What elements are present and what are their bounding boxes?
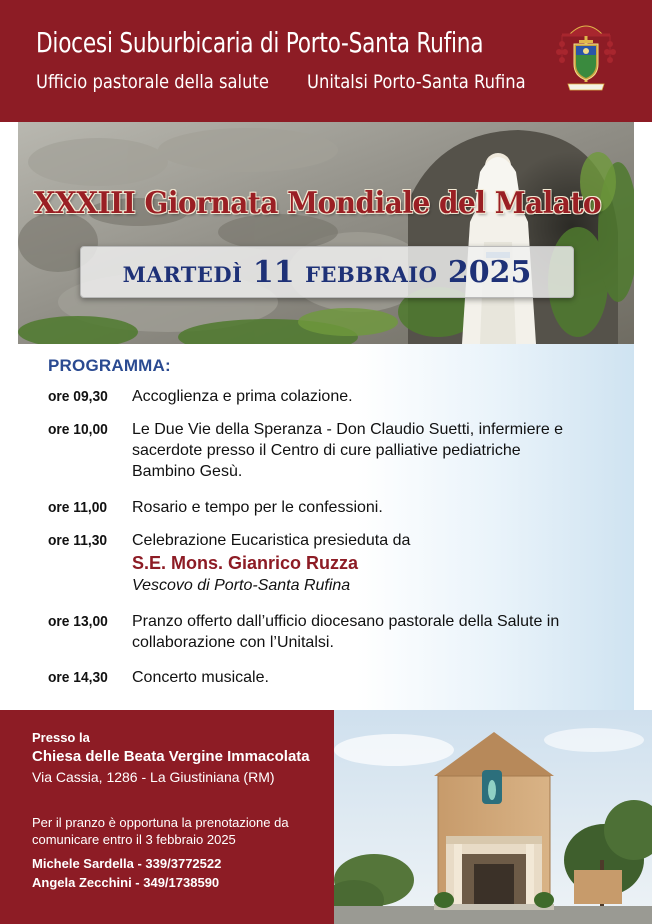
program-text: Concerto musicale. — [132, 669, 269, 686]
program-time: ore 11,00 — [48, 499, 108, 516]
church-address: Via Cassia, 1286 - La Giustiniana (RM) — [32, 769, 275, 785]
date-box — [80, 246, 574, 298]
program-desc-block — [132, 530, 602, 596]
reservation-note: Per il pranzo è opportuna la prenotazione da comunicare entro il 3 febbraio 2025 — [32, 815, 289, 847]
church-photo — [334, 710, 652, 924]
unitalsi-subtitle: Unitalsi Porto-Santa Rufina — [307, 71, 526, 93]
contact-angela: Angela Zecchini - 349/1738590 — [32, 875, 220, 890]
date-year: 2025 — [447, 254, 532, 290]
office-subtitle: Ufficio pastorale della salute — [36, 71, 269, 93]
program-text: Pranzo offerto dall’ufficio diocesano pastorale della Salute in collaborazione con l’Unitalsi. — [132, 613, 560, 651]
program-time: ore 10,00 — [48, 421, 108, 438]
grotto-banner — [18, 122, 634, 344]
program-text: Celebrazione Eucaristica presieduta da — [132, 532, 411, 549]
presso-label: Presso la — [32, 730, 90, 745]
program-time: ore 11,30 — [48, 532, 108, 549]
program-section — [18, 344, 634, 710]
location-panel — [0, 710, 334, 924]
church-name: Chiesa delle Beata Vergine Immacolata — [32, 748, 310, 765]
bishop-role: Vescovo di Porto-Santa Rufina — [132, 577, 351, 594]
program-text: Le Due Vie della Speranza - Don Claudio Suetti, infermiere e sacerdote presso il Centro di cure palliative pediatriche Bambino Gesù. — [132, 421, 564, 480]
program-text: Accoglienza e prima colazione. — [132, 388, 353, 405]
header-bar — [0, 0, 652, 122]
church-image — [334, 710, 652, 924]
program-time: ore 09,30 — [48, 388, 108, 405]
contact-michele: Michele Sardella - 339/3772522 — [32, 856, 222, 871]
event-date — [123, 255, 532, 290]
program-time: ore 14,30 — [48, 669, 108, 686]
program-text: Rosario e tempo per le confessioni. — [132, 499, 383, 516]
event-title: XXXIII Giornata Mondiale del Malato — [34, 186, 602, 221]
diocese-title: Diocesi Suburbicaria di Porto-Santa Rufina — [36, 26, 484, 59]
coat-of-arms-icon — [556, 18, 616, 94]
bishop-name: S.E. Mons. Gianrico Ruzza — [132, 553, 359, 573]
date-month: FEBBRAIO — [305, 261, 438, 287]
date-weekday: MARTEDÌ — [122, 261, 243, 287]
program-heading: PROGRAMMA: — [48, 356, 171, 375]
grotto-image — [18, 122, 634, 344]
program-time: ore 13,00 — [48, 613, 108, 630]
date-day: 11 — [252, 254, 295, 290]
